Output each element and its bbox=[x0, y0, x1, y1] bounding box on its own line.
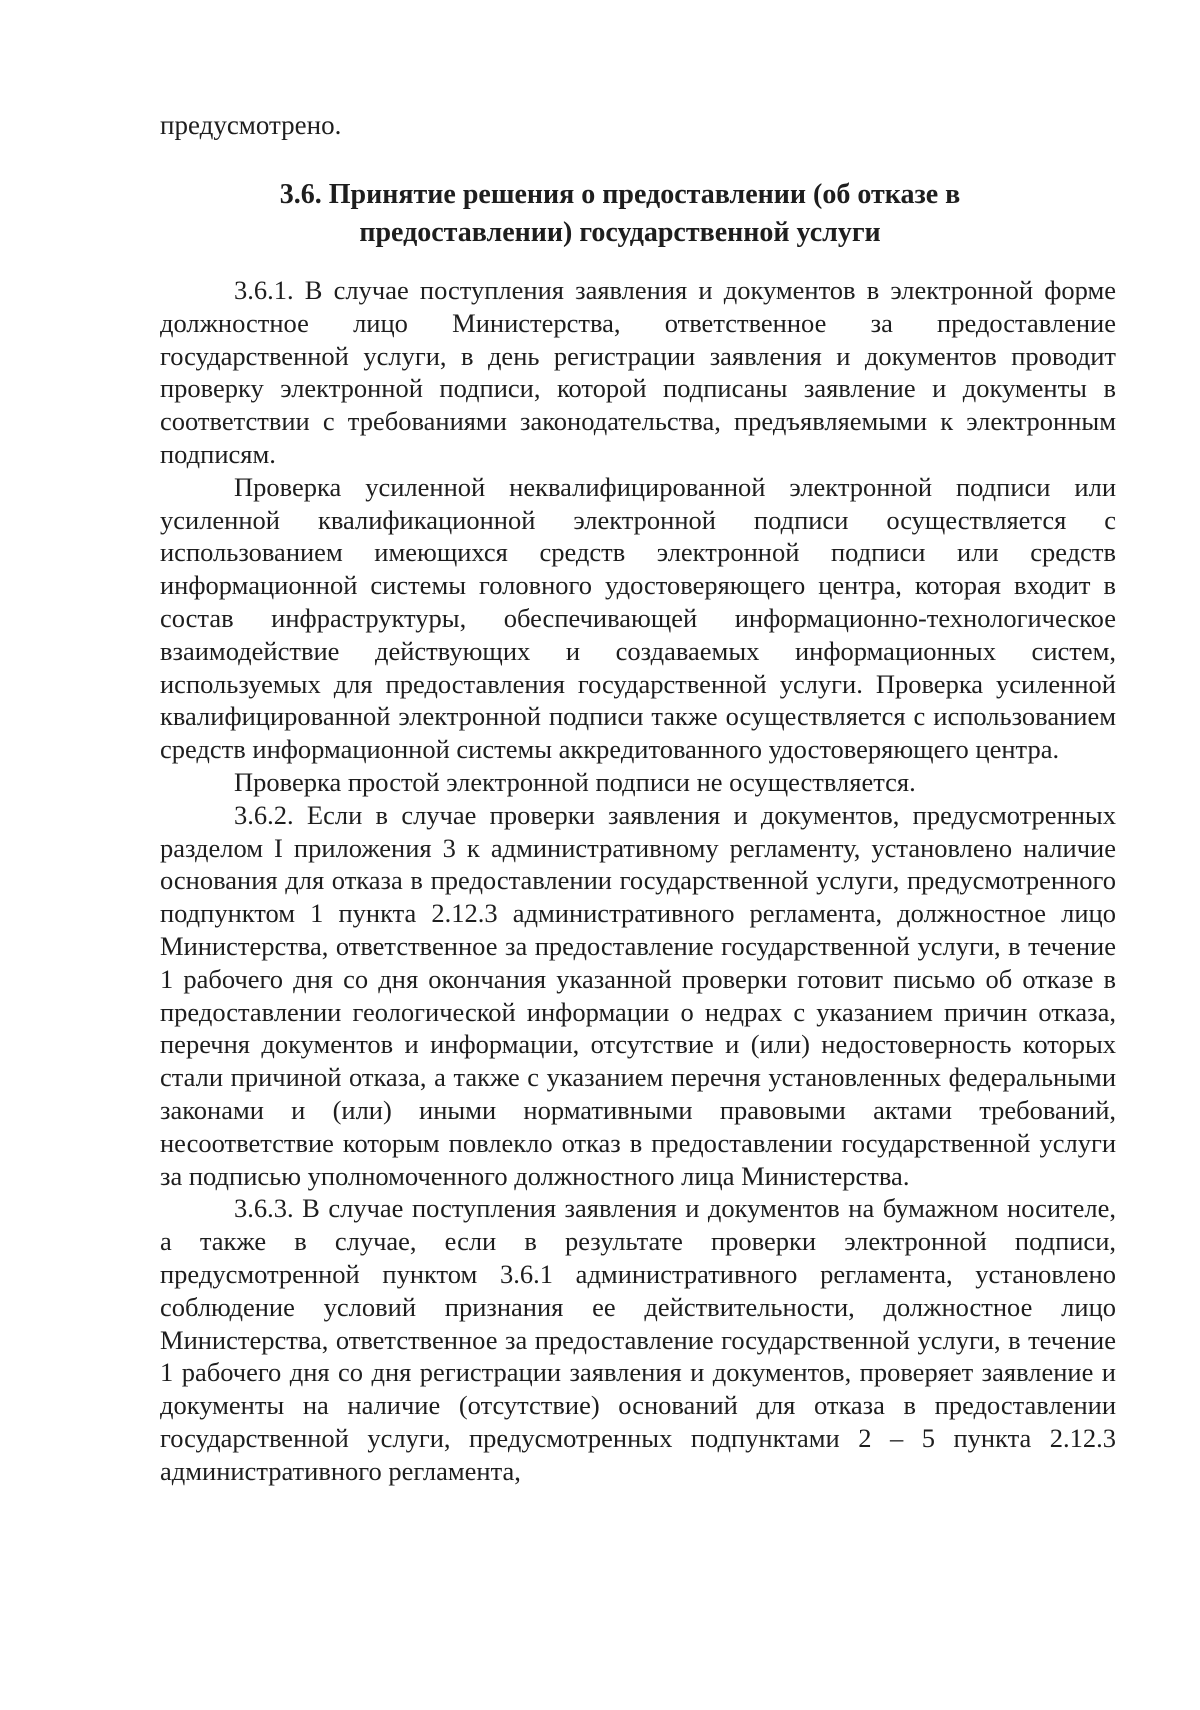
paragraph-3-6-1: 3.6.1. В случае поступления заявления и документов в электронной форме должностное лицо Министерства, ответственное за предоставление государственной услуги, в день регистрации заявления и документов проводит проверку электронной подписи, которой подписаны заявление и документы в соответствии с требованиями законодательства, предъявляемыми к электронным подписям. bbox=[160, 275, 1116, 469]
paragraph-3-6-3: 3.6.3. В случае поступления заявления и документов на бумажном носителе, а также в случае, если в результате проверки электронной подписи, предусмотренной пунктом 3.6.1 административного регламента, установлено соблюдение условий признания ее действительности, должностное лицо Министерства, ответственное за предоставление государственной услуги, в течение 1 рабочего дня со дня регистрации заявления и документов, проверяет заявление и документы на наличие (отсутствие) оснований для отказа в предоставлении государственной услуги, предусмотренных подпунктами 2 – 5 пункта 2.12.3 административного регламента, bbox=[160, 1193, 1116, 1486]
section-heading: 3.6. Принятие решения о предоставлении (об отказе в предоставлении) государственной услуги bbox=[279, 179, 961, 248]
continuation-text: предусмотрено. bbox=[160, 110, 342, 140]
paragraph-simple-signature: Проверка простой электронной подписи не осуществляется. bbox=[234, 766, 916, 797]
document-body bbox=[160, 274, 1116, 1487]
paragraph-3-6-2: 3.6.2. Если в случае проверки заявления и документов, предусмотренных разделом I приложения 3 к административному регламенту, установлено наличие основания для отказа в предоставлении государственной услуги, предусмотренного подпунктом 1 пункта 2.12.3 административного регламента, должностное лицо Министерства, ответственное за предоставление государственной услуги, в течение 1 рабочего дня со дня окончания указанной проверки готовит письмо об отказе в предоставлении геологической информации о недрах с указанием причин отказа, перечня документов и информации, отсутствие и (или) недостоверность которых стали причиной отказа, а также с указанием перечня установленных федеральными законами и (или) иными нормативными правовыми актами требований, несоответствие которым повлекло отказ в предоставлении государственной услуги за подписью уполномоченного должностного лица Министерства. bbox=[160, 799, 1116, 1191]
paragraph-signature-check: Проверка усиленной неквалифицированной электронной подписи или усиленной квалификационной электронной подписи осуществляется с использованием имеющихся средств электронной подписи или средств информационной системы головного удостоверяющего центра, которая входит в состав инфраструктуры, обеспечивающей информационно-технологическое взаимодействие действующих и создаваемых информационных систем, используемых для предоставления государственной услуги. Проверка усиленной квалифицированной электронной подписи также осуществляется с использованием средств информационной системы аккредитованного удостоверяющего центра. bbox=[160, 471, 1116, 765]
